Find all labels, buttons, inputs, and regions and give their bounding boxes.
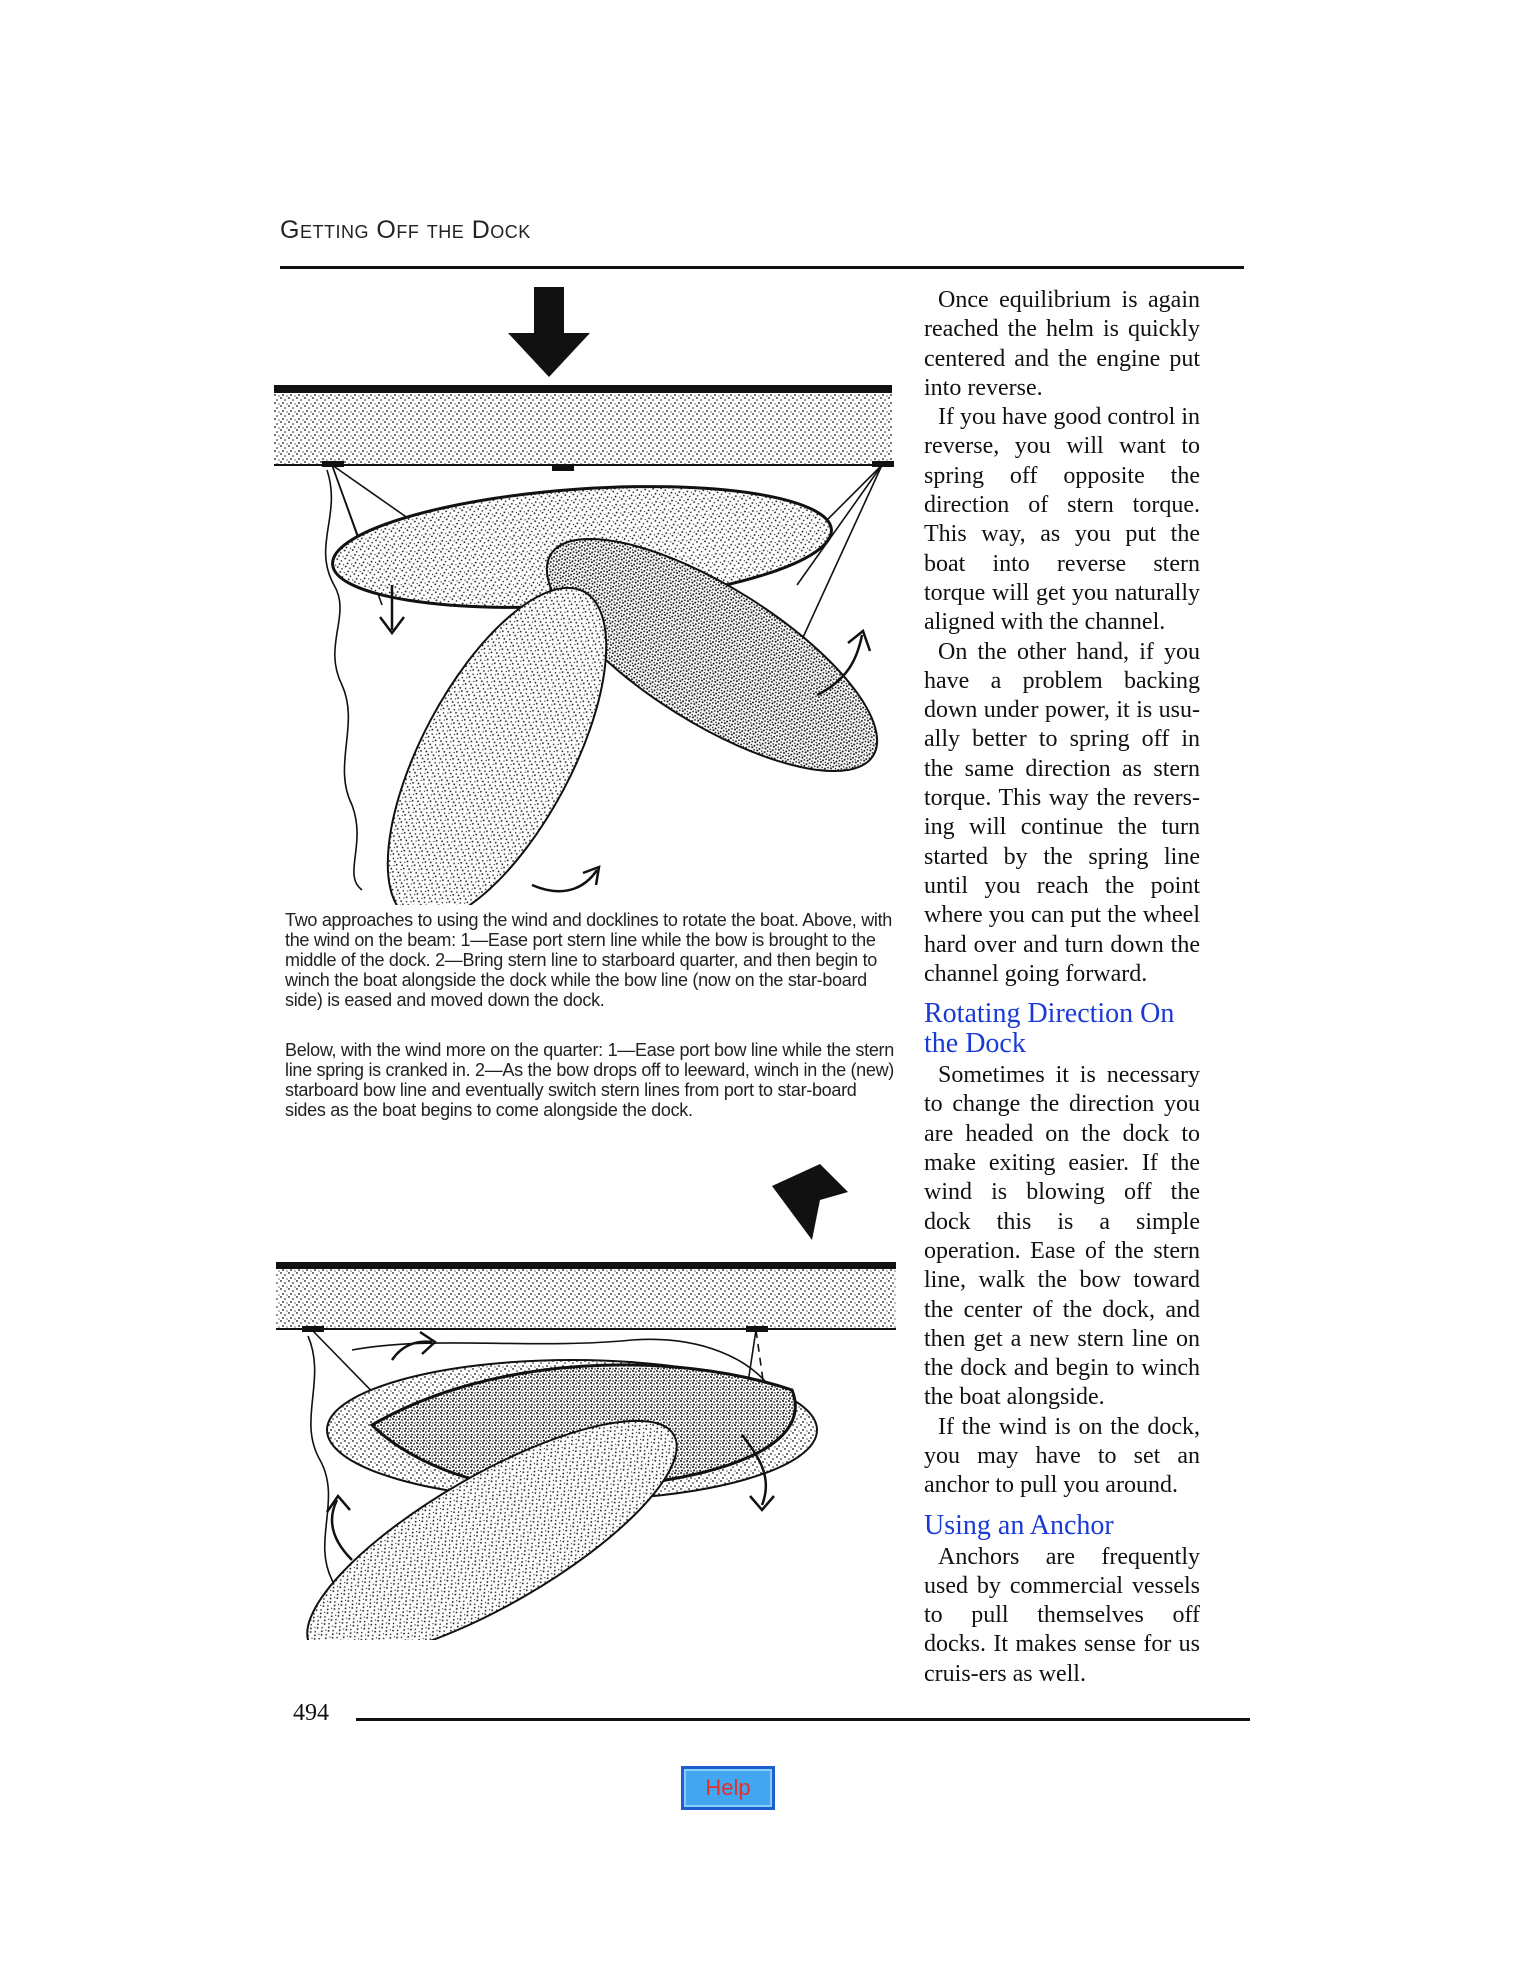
figure-caption-below xyxy=(285,1040,895,1126)
body-paragraph: If you have good control in reverse, you will want to spring off opposite the direction of stern torque. This way, as you put the boat into reverse stern torque will get you naturally aligned with the channel. xyxy=(924,404,1200,636)
dock xyxy=(274,385,892,393)
page-number: 494 xyxy=(293,1700,329,1726)
body-paragraph: Anchors are frequently used by commercial vessels to pull themselves off docks. It makes sense for us cruis-ers as well. xyxy=(924,1543,1200,1687)
caption-paragraph: Below, with the wind more on the quarter: 1—Ease port bow line while the stern line spring is cranked in. 2—As the bow drops off to leeward, winch in the (new) starboard bow line and eventually switch stern lines from port to star-board sides as the boat begins to come alongside the dock. xyxy=(285,1040,894,1120)
section-heading-rotating-direction: Rotating Direction On the Dock xyxy=(924,998,1175,1060)
help-button[interactable]: Help xyxy=(681,1766,775,1810)
caption-paragraph: Two approaches to using the wind and docklines to rotate the boat. Above, with the wind on the beam: 1—Ease port stern line while the bow is brought to the middle of the dock. 2—Bring stern line to starboard quarter, and then begin to winch the boat alongside the dock while the bow line (now on the star-board side) is eased and moved down the dock. xyxy=(285,910,893,1010)
diagram-wind-on-beam xyxy=(272,285,902,905)
body-paragraph: Sometimes it is necessary to change the direction you are headed on the dock to make exiting easier. If the wind is blowing off the dock this is a simple operation. Ease of the stern line, walk the bow toward the center of the dock, and then get a new stern line on the dock and begin to winch the boat alongside. xyxy=(924,1062,1200,1411)
wind-arrow-icon xyxy=(508,287,590,377)
diagram-wind-on-quarter xyxy=(272,1160,902,1640)
body-paragraph: If the wind is on the dock, you may have to set an anchor to pull you around. xyxy=(924,1413,1200,1499)
page-header-title: Getting Off the Dock xyxy=(280,216,531,244)
footer-rule xyxy=(356,1718,1250,1721)
dock xyxy=(276,1262,896,1269)
section-heading-using-anchor: Using an Anchor xyxy=(924,1509,1114,1541)
figure-caption-above xyxy=(285,910,895,1016)
body-text-column xyxy=(924,286,1200,1689)
body-paragraph: Once equilibrium is again reached the helm is quickly centered and the engine put into reverse. xyxy=(924,287,1200,401)
body-paragraph: On the other hand, if you have a problem backing down under power, it is usu-ally better to spring off in the same direction as stern torque. This way the revers-ing will continue the turn started by the spring line until you reach the point where you can put the wheel hard over and turn down the channel going forward. xyxy=(924,638,1200,987)
wind-arrow-icon xyxy=(772,1164,848,1240)
header-rule xyxy=(280,266,1244,269)
